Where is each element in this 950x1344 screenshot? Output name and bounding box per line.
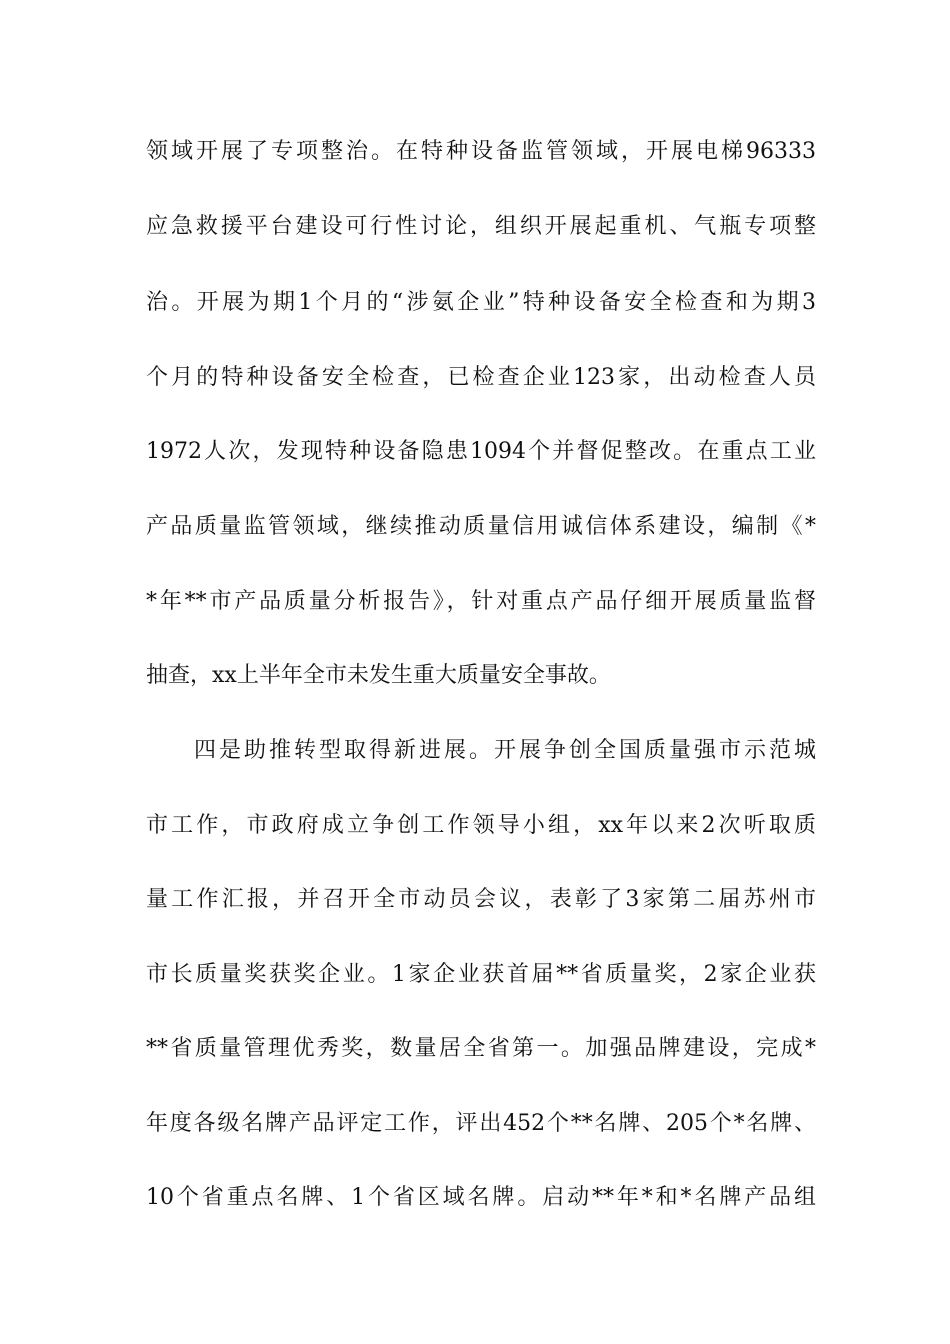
text-line: **省质量管理优秀奖，数量居全省第一。加强品牌建设，完成* [146, 1036, 816, 1061]
text-line: 产品质量监管领域，继续推动质量信用诚信体系建设，编制《* [146, 514, 816, 539]
text-line: 1972人次，发现特种设备隐患1094个并督促整改。在重点工业 [146, 439, 816, 464]
text-line: 治。开展为期1个月的“涉氨企业”特种设备安全检查和为期3 [146, 290, 816, 315]
text-line: 年度各级名牌产品评定工作，评出452个**名牌、205个*名牌、 [146, 1111, 816, 1136]
paragraph-first-line: 四是助推转型取得新进展。开展争创全国质量强市示范城 [194, 738, 816, 763]
text-line: 量工作汇报，并召开全市动员会议，表彰了3家第二届苏州市 [146, 887, 816, 912]
text-line: 市工作，市政府成立争创工作领导小组，xx年以来2次听取质 [146, 813, 816, 838]
text-line: 10个省重点名牌、1个省区域名牌。启动**年*和*名牌产品组 [146, 1185, 816, 1210]
text-line: 抽查，xx上半年全市未发生重大质量安全事故。 [146, 663, 611, 688]
text-line: 领域开展了专项整治。在特种设备监管领域，开展电梯96333 [146, 139, 816, 164]
text-line: 个月的特种设备安全检查，已检查企业123家，出动检查人员 [146, 365, 816, 390]
text-line: 市长质量奖获奖企业。1家企业获首届**省质量奖，2家企业获 [146, 962, 816, 987]
text-line: 应急救援平台建设可行性讨论，组织开展起重机、气瓶专项整 [146, 214, 816, 239]
text-line: *年**市产品质量分析报告》，针对重点产品仔细开展质量监督 [146, 589, 816, 614]
